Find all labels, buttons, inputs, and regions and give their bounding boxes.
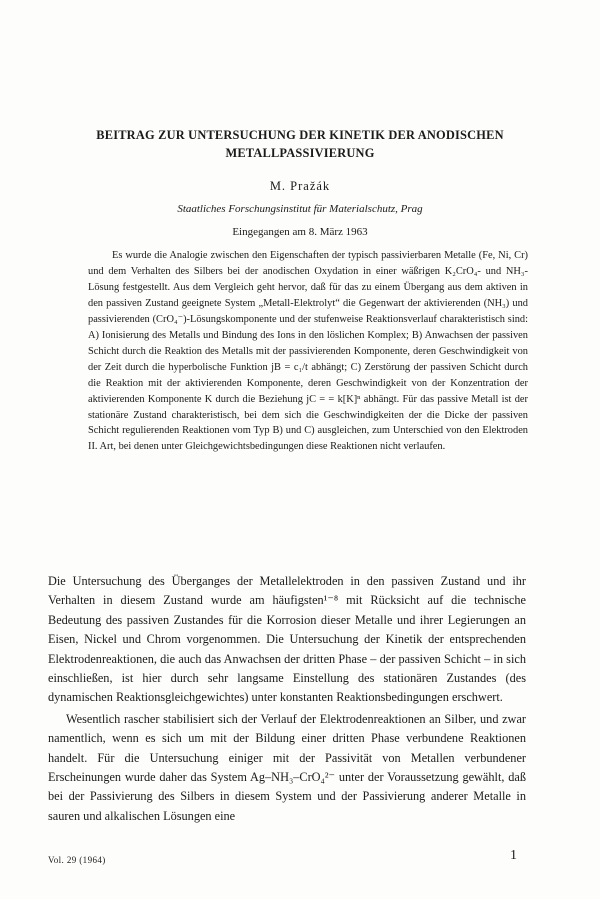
author-affiliation: Staatliches Forschungsinstitut für Materialschutz, Prag (177, 203, 423, 215)
journal-volume: Vol. 29 (1964) (48, 855, 106, 865)
body-paragraph-2: Wesentlich rascher stabilisiert sich der Verlauf der Elektrodenreaktionen an Silber, und zwar namentlich, wenn es sich um mit der Bildung einer dritten Phase verbundene Reaktionen handelt. Für die Untersuchung einiger mit der Passivität von Metallen verbundener Erscheinungen wurde daher das System Ag–NH₃–CrO₄²⁻ unter der Voraussetzung gewählt, daß bei der Passivierung des Silbers in diesem System und der Passivierung anderer Metalle in sauren und alkalischen Lösungen eine (48, 711, 526, 823)
title-line-2: METALLPASSIVIERUNG (225, 146, 375, 160)
author-name: M. Pražák (269, 179, 331, 193)
title-line-1: BEITRAG ZUR UNTERSUCHUNG DER KINETIK DER ANODISCHEN (96, 128, 504, 142)
received-date: Eingegangen am 8. März 1963 (232, 226, 368, 238)
page-number: 1 (510, 848, 517, 863)
body-text (48, 572, 526, 828)
article-title (20, 126, 580, 162)
body-paragraph-1: Die Untersuchung des Überganges der Metallelektroden in den passiven Zustand und ihr Verhalten in diesem Zustand wurde am häufigsten¹⁻⁸ mit Rücksicht auf die technische Bedeutung des passiven Zustandes für die Korrosion dieser Metalle und ihrer Legierungen an Eisen, Nickel und Chrom vorgenommen. Die Untersuchung der Kinetik der entsprechenden Elektrodenreaktionen, die auch das Anwachsen der dritten Phase – der passiven Schicht – in sich einschließen, ist hier durch sehr langsame Einstellung des stationären Zustandes (des dynamischen Reaktionsgleichgewichtes) unter konstanten Reaktionsbedingungen erschwert. (48, 574, 526, 705)
abstract: Es wurde die Analogie zwischen den Eigenschaften der typisch passivierbaren Metalle (Fe, Ni, Cr) und dem Verhalten des Silbers bei der anodischen Oxydation in einer wäßrigen K₂CrO₄- und NH₃-Lösung festgestellt. Aus dem Vergleich geht hervor, daß für das zu einem Übergang aus dem aktiven in den passiven Zustand geeignete System „Metall-Elektrolyt“ die Gegenwart der aktivierenden (NH₃) und passivierenden (CrO₄⁻)-Lösungskomponente und der stufenweise Reaktionsverlauf charakteristisch sind: A) Ionisierung des Metalls und Bindung des Ions in den löslichen Komplex; B) Anwachsen der passiven Schicht durch die Reaktion des Metalls mit der passivierenden Komponente, deren Geschwindigkeit von der Zeit durch die hyperbolische Funktion jB = c₁/t abhängt; C) Zerstörung der passiven Schicht durch die Reaktion mit der aktivierenden Komponente, deren Geschwindigkeit von der Konzentration der aktivierenden Komponente K durch die Beziehung jC = = k[K]ⁿ abhängt. Für das passive Metall ist der stationäre Zustand charakteristisch, bei dem sich die Geschwindigkeiten der die Dicke der passiven Schicht regulierenden Reaktionen vom Typ B) und C) ausgleichen, zum Unterschied von den Elektroden II. Art, bei denen unter Gleichgewichtsbedingungen diese Reaktionen nicht verlaufen. (88, 250, 528, 453)
